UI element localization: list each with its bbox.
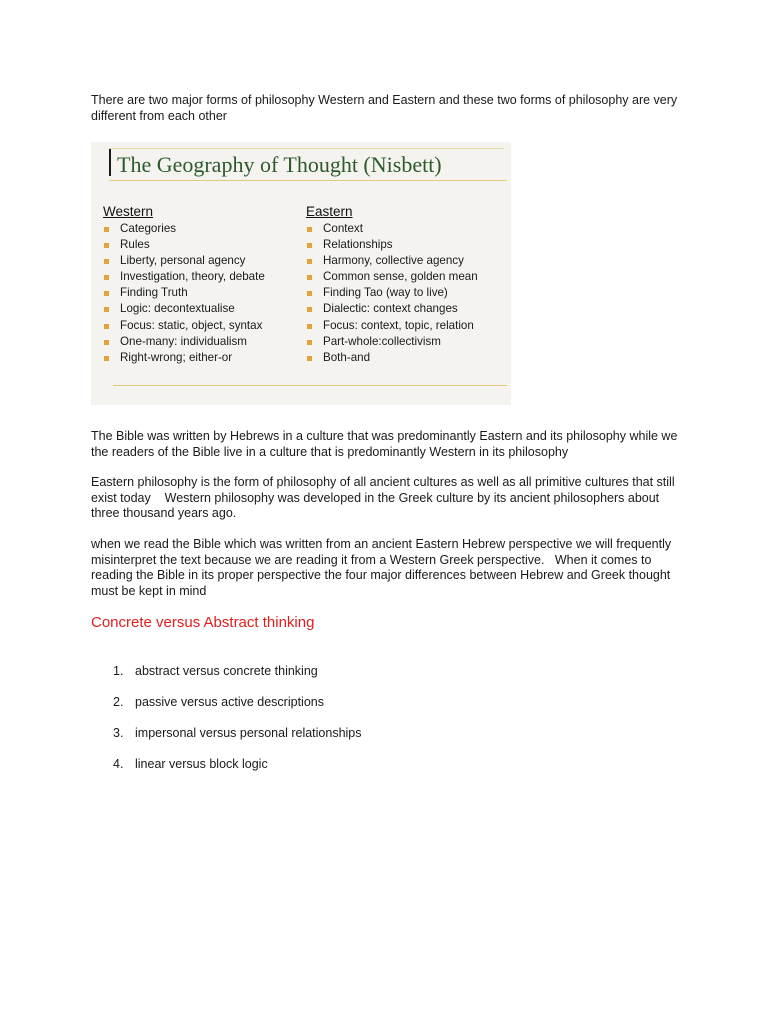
eastern-item-text: Dialectic: context changes bbox=[323, 302, 458, 316]
slide-bottom-rule bbox=[113, 385, 507, 386]
western-item-text: Categories bbox=[120, 222, 177, 235]
bullet-icon bbox=[104, 340, 109, 345]
bullet-icon bbox=[104, 243, 109, 248]
eastern-item bbox=[306, 253, 478, 269]
bible-paragraph: The Bible was written by Hebrews in a culture that was predominantly Eastern and its philosophy while we the readers of the Bible live in a culture that is predominantly Western in its philosophy bbox=[91, 429, 678, 459]
list-item-number: 4. bbox=[113, 757, 124, 771]
eastern-item bbox=[306, 334, 478, 350]
western-item-text: Finding Truth bbox=[120, 286, 188, 300]
eastern-item bbox=[306, 301, 478, 317]
bullet-icon bbox=[307, 259, 312, 264]
eastern-item bbox=[306, 285, 478, 301]
western-item bbox=[103, 318, 265, 334]
list-item-text: passive versus active descriptions bbox=[135, 695, 324, 709]
eastern-item-text: Context bbox=[323, 222, 363, 235]
list-item-text: linear versus block logic bbox=[135, 757, 268, 771]
western-item bbox=[103, 285, 265, 301]
eastern-item-text: Relationships bbox=[323, 238, 393, 252]
bullet-icon bbox=[104, 291, 109, 296]
bullet-icon bbox=[307, 291, 312, 296]
eastern-item bbox=[306, 350, 478, 366]
bullet-icon bbox=[104, 356, 109, 361]
eastern-item-text: Focus: context, topic, relation bbox=[323, 318, 474, 332]
western-list bbox=[103, 221, 265, 366]
section-heading: Concrete versus Abstract thinking bbox=[91, 614, 315, 631]
reading-perspective-paragraph: when we read the Bible which was written from an ancient Eastern Hebrew perspective we will frequently misinterpret the text because we are reading it from a Western Greek perspective. When it comes to reading the Bible in its proper perspective the four major differences between Hebrew and Greek thought must be kept in mind bbox=[91, 537, 675, 598]
eastern-item bbox=[306, 269, 478, 285]
bullet-icon bbox=[307, 324, 312, 329]
eastern-list bbox=[306, 221, 478, 366]
slide-title-rule bbox=[109, 180, 507, 181]
western-item bbox=[103, 237, 265, 253]
western-item-text: One-many: individualism bbox=[120, 334, 247, 348]
eastern-item bbox=[306, 221, 478, 237]
bullet-icon bbox=[307, 275, 312, 280]
bullet-icon bbox=[307, 227, 312, 232]
western-item bbox=[103, 334, 265, 350]
bullet-icon bbox=[307, 340, 312, 345]
eastern-item bbox=[306, 237, 478, 253]
western-item-text: Right-wrong; either-or bbox=[120, 350, 233, 364]
eastern-item-text: Part-whole:collectivism bbox=[323, 334, 441, 348]
bullet-icon bbox=[307, 243, 312, 248]
western-item-text: Liberty, personal agency bbox=[120, 254, 246, 268]
western-column bbox=[103, 204, 265, 366]
eastern-philosophy-paragraph: Eastern philosophy is the form of philosophy of all ancient cultures as well as all primitive cultures that still exist today Western philosophy was developed in the Greek culture by its ancient philosophers about three thousand years ago. bbox=[91, 475, 679, 521]
intro-paragraph: There are two major forms of philosophy Western and Eastern and these two forms of philosophy are very different from each other bbox=[91, 93, 678, 123]
western-item-text: Investigation, theory, debate bbox=[120, 270, 265, 284]
bullet-icon bbox=[104, 275, 109, 280]
slide-title-bar bbox=[109, 149, 111, 176]
eastern-item bbox=[306, 318, 478, 334]
eastern-item-text: Both-and bbox=[323, 350, 371, 364]
list-item-number: 1. bbox=[113, 664, 124, 678]
western-item bbox=[103, 269, 265, 285]
eastern-column bbox=[306, 204, 478, 366]
bullet-icon bbox=[104, 307, 109, 312]
bullet-icon bbox=[104, 324, 109, 329]
western-heading: Western bbox=[103, 204, 154, 219]
eastern-item-text: Harmony, collective agency bbox=[323, 254, 464, 268]
bullet-icon bbox=[307, 307, 312, 312]
list-item-text: abstract versus concrete thinking bbox=[135, 664, 318, 678]
western-item-text: Rules bbox=[120, 238, 150, 252]
western-item-text: Focus: static, object, syntax bbox=[120, 318, 263, 332]
bullet-icon bbox=[307, 356, 312, 361]
bullet-icon bbox=[104, 259, 109, 264]
slide-title: The Geography of Thought (Nisbett) bbox=[117, 152, 442, 177]
list-item-number: 3. bbox=[113, 726, 124, 740]
western-item bbox=[103, 253, 265, 269]
slide-title-top-rule bbox=[109, 148, 504, 149]
western-item bbox=[103, 350, 265, 366]
western-item bbox=[103, 221, 265, 237]
western-item bbox=[103, 301, 265, 317]
eastern-item-text: Finding Tao (way to live) bbox=[323, 286, 448, 300]
eastern-item-text: Common sense, golden mean bbox=[323, 270, 478, 284]
western-item-text: Logic: decontextualise bbox=[120, 302, 235, 316]
eastern-heading: Eastern bbox=[306, 204, 353, 219]
list-item-text: impersonal versus personal relationships bbox=[135, 726, 362, 740]
list-item-number: 2. bbox=[113, 695, 124, 709]
geography-of-thought-slide bbox=[91, 142, 511, 405]
bullet-icon bbox=[104, 227, 109, 232]
